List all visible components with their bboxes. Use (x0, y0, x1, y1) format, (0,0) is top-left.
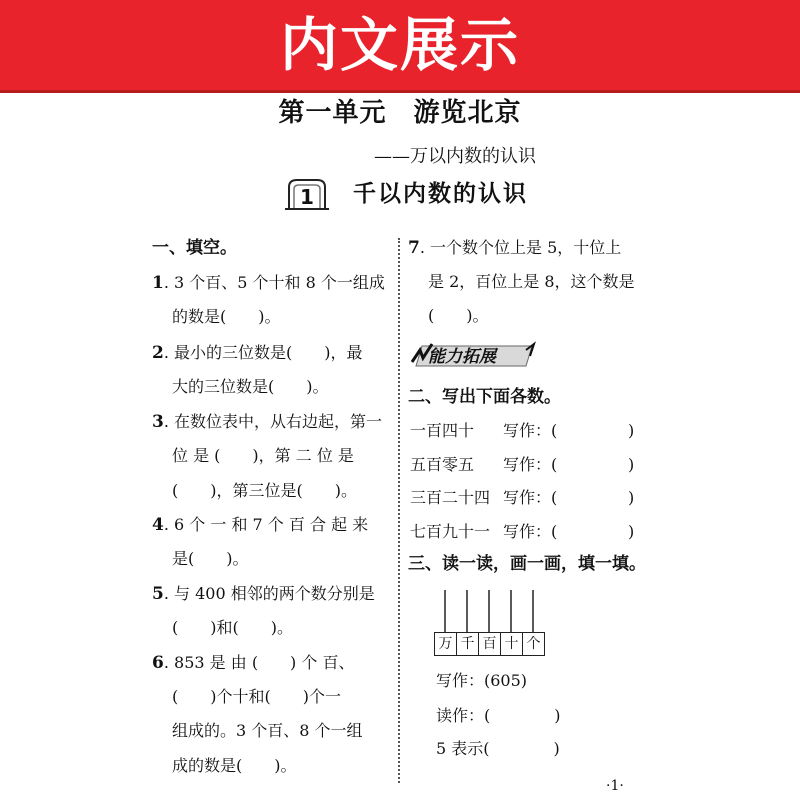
abacus-diagram (434, 588, 544, 660)
unit-title: 第一单元 游览北京 (278, 98, 522, 128)
q6-line: 6. 853 是 由 ( ) 个 百、 (152, 653, 355, 673)
section-two-title: 二、写出下面各数。 (408, 387, 561, 407)
meaning-line: 5 表示( ) (436, 739, 560, 758)
q1-line: 1. 3 个百、5 个十和 8 个一组成 (152, 273, 385, 293)
write-row-label: 写作：( (503, 522, 558, 541)
write-row-label: 写作：( (503, 455, 558, 474)
abacus-rods (434, 588, 544, 634)
write-row-words: 一百四十 (410, 421, 475, 440)
q3-line-cont1: 位 是 ( )，第 二 位 是 (172, 446, 354, 465)
lesson-title: 千以内数的认识 (353, 181, 528, 207)
page-number: ·1· (606, 778, 624, 794)
write-row-close: ) (628, 455, 635, 474)
q7-line-cont1: 是 2，百位上是 8，这个数是 (428, 272, 635, 291)
q3-line-cont2: ( )，第三位是( )。 (172, 481, 357, 500)
q6-line-cont1: ( )个十和( )个一 (172, 687, 341, 706)
q4-line-cont: 是( )。 (172, 549, 249, 568)
abacus-label-row (434, 632, 545, 656)
write-row-label: 写作：( (503, 421, 558, 440)
write-row-words: 三百二十四 (410, 488, 491, 507)
abacus-label: 十 (501, 633, 523, 655)
write-row-words: 七百九十一 (410, 522, 491, 541)
lesson-number-icon (283, 177, 331, 211)
unit-subtitle: ——万以内数的认识 (374, 146, 536, 167)
q2-line-cont: 大的三位数是( )。 (172, 377, 329, 396)
q7-line: 7. 一个数个位上是 5，十位上 (408, 238, 622, 258)
q1-line-cont: 的数是( )。 (172, 307, 281, 326)
lesson-number: 1 (300, 185, 314, 209)
abacus-label: 千 (457, 633, 479, 655)
q3-line: 3. 在数位表中，从右边起，第一 (152, 412, 383, 432)
write-row-close: ) (628, 488, 635, 507)
write-row-words: 五百零五 (410, 455, 475, 474)
banner-title: 内文展示 (279, 11, 520, 79)
write-row-close: ) (628, 421, 635, 440)
abacus-label: 个 (526, 636, 541, 652)
q5-line-cont: ( )和( )。 (172, 618, 293, 637)
ability-badge-label: 能力拓展 (428, 347, 496, 367)
write-row-close: ) (628, 522, 635, 541)
q7-line-cont2: ( )。 (428, 306, 489, 325)
abacus-label: 万 (435, 633, 457, 655)
abacus-label: 百 (479, 633, 501, 655)
column-divider (398, 238, 400, 783)
write-row-label: 写作：( (503, 488, 558, 507)
banner (0, 0, 800, 90)
q2-line: 2. 最小的三位数是( )，最 (152, 343, 363, 363)
q5-line: 5. 与 400 相邻的两个数分别是 (152, 584, 375, 604)
written-line: 写作：(605) (436, 671, 528, 690)
section-one-title: 一、填空。 (152, 238, 237, 258)
q6-line-cont2: 组成的。3 个百、8 个一组 (172, 721, 363, 740)
q6-line-cont3: 成的数是( )。 (172, 756, 297, 775)
read-line: 读作：( ) (436, 706, 561, 725)
section-three-title: 三、读一读，画一画，填一填。 (408, 554, 646, 574)
q4-line: 4. 6 个 一 和 7 个 百 合 起 来 (152, 515, 369, 535)
